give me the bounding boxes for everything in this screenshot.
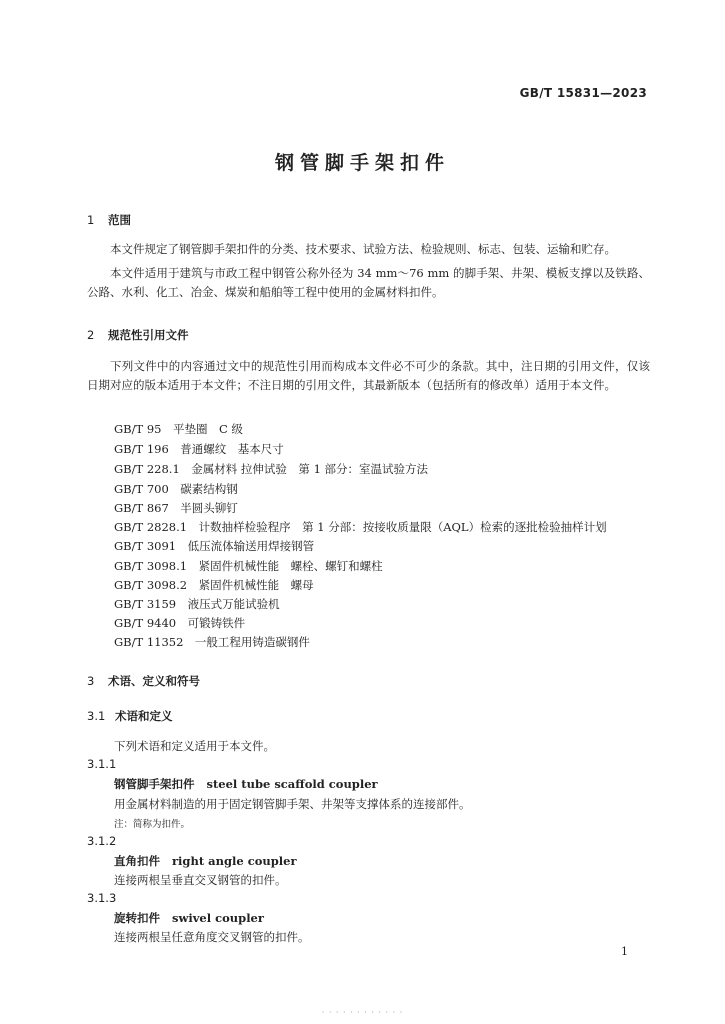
standard-code: GB/T 15831—2023: [519, 86, 647, 100]
section-1-heading: [87, 212, 131, 228]
footer-watermark: · · · · · · · · · · · ·: [321, 1008, 404, 1017]
section-3-heading: [87, 673, 200, 689]
term-definition: 连接两根呈任意角度交叉钢管的扣件。: [114, 930, 310, 944]
term-definition: 用金属材料制造的用于固定钢管脚手架、井架等支撑体系的连接部件。: [114, 797, 471, 811]
term-en: steel tube scaffold coupler: [206, 777, 378, 791]
section-title: 规范性引用文件: [108, 328, 189, 342]
reference-item: GB/T 95 平垫圈 C 级: [114, 422, 243, 436]
subsection-3-1-heading: [87, 708, 173, 724]
section-title: 范围: [108, 213, 131, 227]
term-zh: 直角扣件: [114, 854, 160, 868]
section-number: 3: [87, 674, 95, 688]
reference-item: GB/T 196 普通螺纹 基本尺寸: [114, 442, 284, 456]
term-heading: [114, 910, 264, 926]
reference-item: GB/T 867 半圆头铆钉: [114, 501, 238, 515]
scope-paragraph-2: 本文件适用于建筑与市政工程中钢管公称外径为 34 mm～76 mm 的脚手架、井架、模板支撑以及铁路、公路、水利、化工、冶金、煤炭和船舶等工程中使用的金属材料扣件。: [87, 266, 650, 299]
term-zh: 旋转扣件: [114, 911, 160, 925]
term-en: right angle coupler: [172, 854, 297, 868]
page-number: 1: [621, 945, 628, 958]
scope-paragraph-1: 本文件规定了钢管脚手架扣件的分类、技术要求、试验方法、检验规则、标志、包装、运输和贮存。: [110, 242, 616, 256]
section-number: 2: [87, 328, 95, 342]
reference-item: GB/T 9440 可锻铸铁件: [114, 616, 246, 630]
reference-item: GB/T 3098.2 紧固件机械性能 螺母: [114, 578, 314, 592]
term-number: 3.1.2: [87, 834, 117, 848]
references-intro: 下列文件中的内容通过文中的规范性引用而构成本文件必不可少的条款。其中，注日期的引用文件，仅该日期对应的版本适用于本文件；不注日期的引用文件，其最新版本（包括所有的修改单）适用于本文件。: [87, 359, 650, 392]
section-title: 术语、定义和符号: [108, 674, 200, 688]
section-number: 1: [87, 213, 95, 227]
reference-item: GB/T 2828.1 计数抽样检验程序 第 1 分部：按接收质量限（AQL）检索的逐批检验抽样计划: [114, 520, 607, 534]
term-note: 注：简称为扣件。: [114, 819, 191, 830]
reference-item: GB/T 228.1 金属材料 拉伸试验 第 1 部分：室温试验方法: [114, 462, 429, 476]
subsection-number: 3.1: [87, 709, 106, 723]
term-heading: [114, 853, 297, 869]
reference-item: GB/T 3098.1 紧固件机械性能 螺栓、螺钉和螺柱: [114, 559, 383, 573]
term-zh: 钢管脚手架扣件: [114, 777, 195, 791]
term-number: 3.1.3: [87, 891, 117, 905]
section-2-heading: [87, 327, 189, 343]
reference-item: GB/T 3159 液压式万能试验机: [114, 597, 280, 611]
document-title: 钢管脚手架扣件: [274, 152, 450, 174]
reference-item: GB/T 700 碳素结构钢: [114, 482, 238, 496]
reference-item: GB/T 3091 低压流体输送用焊接钢管: [114, 539, 315, 553]
term-en: swivel coupler: [172, 911, 264, 925]
term-definition: 连接两根呈垂直交叉钢管的扣件。: [114, 873, 287, 887]
subsection-title: 术语和定义: [115, 709, 173, 723]
term-number: 3.1.1: [87, 757, 117, 771]
terms-intro: 下列术语和定义适用于本文件。: [114, 739, 275, 753]
term-heading: [114, 776, 378, 792]
reference-item: GB/T 11352 一般工程用铸造碳钢件: [114, 635, 310, 649]
